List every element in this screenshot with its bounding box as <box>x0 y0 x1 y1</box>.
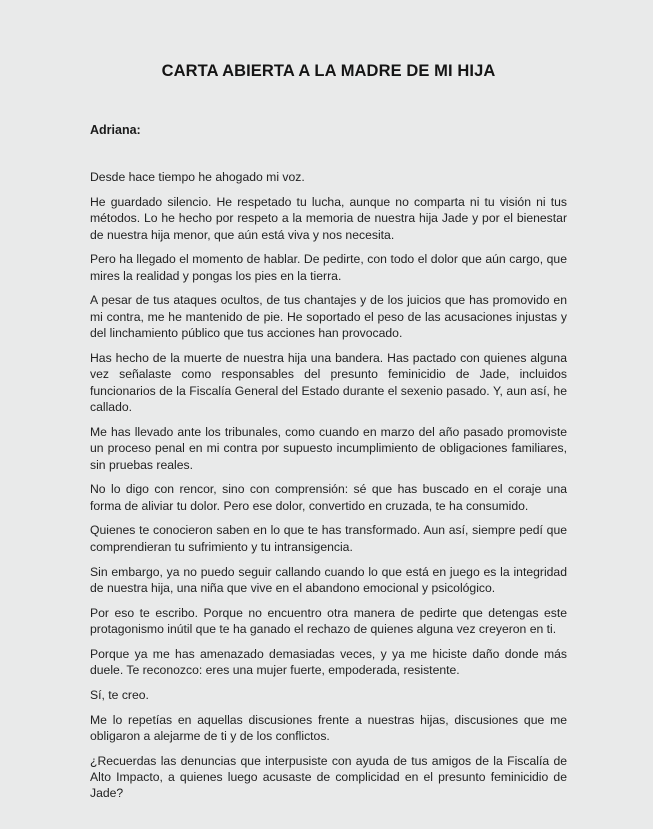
paragraph: He guardado silencio. He respetado tu lucha, aunque no comparta ni tu visión ni tus métodos. Lo he hecho por respeto a la memoria de nuestra hija Jade y por el bienestar de nuestra hija menor, que aún está viva y nos necesita. <box>90 194 567 242</box>
paragraph: Has hecho de la muerte de nuestra hija una bandera. Has pactado con quienes alguna vez señalaste como responsables del presunto feminicidio de Jade, incluidos funcionarios de la Fiscalía General del Estado durante el sexenio pasado. Y, aun así, he callado. <box>90 350 567 415</box>
paragraph: Porque ya me has amenazado demasiadas veces, y ya me hiciste daño donde más duele. Te reconozco: eres una mujer fuerte, empoderada, resistente. <box>90 646 567 678</box>
document-title: CARTA ABIERTA A LA MADRE DE MI HIJA <box>161 62 496 80</box>
paragraph: ¿Recuerdas las denuncias que interpusiste con ayuda de tus amigos de la Fiscalía de Alto Impacto, a quienes luego acusaste de complicidad en el presunto feminicidio de Jade? <box>90 753 567 801</box>
paragraph: Quienes te conocieron saben en lo que te has transformado. Aun así, siempre pedí que comprendieran tu sufrimiento y tu intransigencia. <box>90 523 567 554</box>
paragraph: Sin embargo, ya no puedo seguir callando cuando lo que está en juego es la integridad de nuestra hija, una niña que vive en el abandono emocional y psicológico. <box>90 564 567 595</box>
paragraph: A pesar de tus ataques ocultos, de tus chantajes y de los juicios que has promovido en mi contra, me he mantenido de pie. He soportado el peso de las acusaciones injustas y del linchamiento público que tus acciones han provocado. <box>90 293 567 341</box>
salutation: Adriana: <box>90 123 141 137</box>
paragraph: Pero ha llegado el momento de hablar. De pedirte, con todo el dolor que aún cargo, que mires la realidad y pongas los pies en la tierra. <box>90 252 567 283</box>
letter-body <box>90 169 567 802</box>
paragraph: Desde hace tiempo he ahogado mi voz. <box>90 170 305 184</box>
paragraph: No lo digo con rencor, sino con comprensión: sé que has buscado en el coraje una forma de aliviar tu dolor. Pero ese dolor, convertido en cruzada, te ha consumido. <box>90 482 567 513</box>
paragraph: Sí, te creo. <box>90 687 149 702</box>
paragraph: Me has llevado ante los tribunales, como cuando en marzo del año pasado promoviste un proceso penal en mi contra por supuesto incumplimiento de obligaciones familiares, sin pruebas reales. <box>90 424 567 472</box>
paragraph: Me lo repetías en aquellas discusiones frente a nuestras hijas, discusiones que me obligaron a alejarme de ti y de los conflictos. <box>90 712 567 743</box>
paragraph: Por eso te escribo. Porque no encuentro otra manera de pedirte que detengas este protagonismo inútil que te ha ganado el rechazo de quienes alguna vez creyeron en ti. <box>90 605 567 637</box>
